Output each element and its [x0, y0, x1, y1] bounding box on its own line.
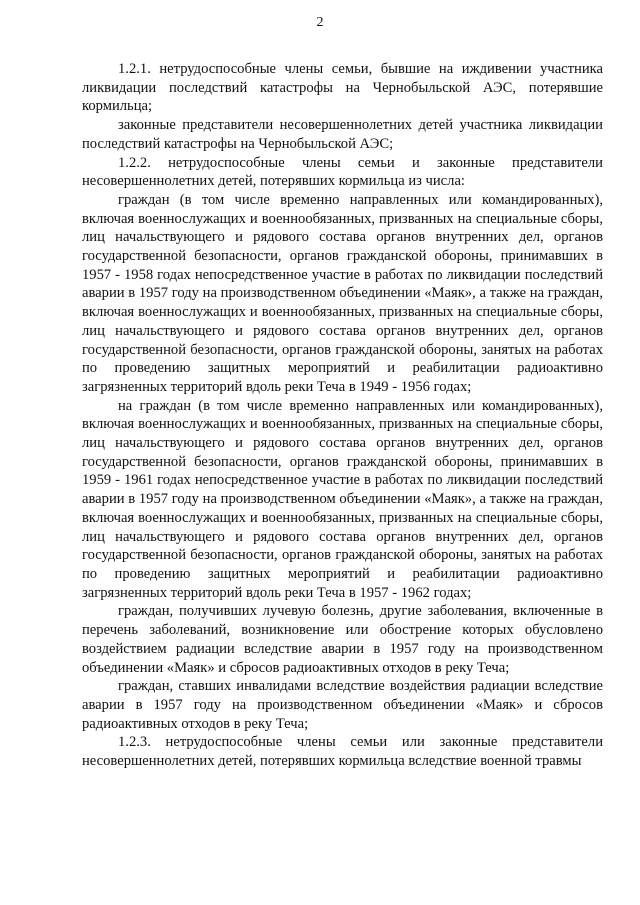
page-number: 2	[316, 15, 324, 30]
paragraph-1-2-1: 1.2.1. нетрудоспособные члены семьи, бывшие на иждивении участника ликвидации последствий катастрофы на Чернобыльской АЭС, потерявшие кормильца;	[82, 61, 603, 115]
document-body	[82, 60, 603, 771]
paragraph-disabled-radiation: граждан, ставших инвалидами вследствие воздействия радиации вследствие аварии в 1957 году на производственном объединении «Маяк» и сбросов радиоактивных отходов в реку Теча;	[82, 678, 603, 732]
paragraph-radiation-sickness: граждан, получивших лучевую болезнь, другие заболевания, включенные в перечень заболеваний, возникновение или обострение которых обусловлено воздействием радиации вследствие аварии в 1957 году на производственном объединении «Маяк» и сбросов радиоактивных отходов в реку Теча;	[82, 603, 603, 676]
paragraph-1-2-2: 1.2.2. нетрудоспособные члены семьи и законные представители несовершеннолетних детей, потерявших кормильца из числа:	[82, 154, 603, 190]
paragraph-1-2-3: 1.2.3. нетрудоспособные члены семьи или законные представители несовершеннолетних детей, потерявших кормильца вследствие военной травмы	[82, 734, 603, 770]
paragraph-mayak-1957-1958: граждан (в том числе временно направленных или командированных), включая военнослужащих и военнообязанных, призванных на специальные сборы, лиц начальствующего и рядового состава органов внутренних дел, органов государственной безопасности, органов гражданской обороны, принимавших в 1957 - 1958 годах непосредственное участие в работах по ликвидации последствий аварии в 1957 году на производственном объединении «Маяк», а также на граждан, включая военнослужащих и военнообязанных, призванных на специальные сборы, лиц начальствующего и рядового состава органов внутренних дел, органов государственной безопасности, органов гражданской обороны, занятых на работах по проведению защитных мероприятий и реабилитации радиоактивно загрязненных территорий вдоль реки Теча в 1949 - 1956 годах;	[82, 191, 603, 395]
paragraph-mayak-1959-1961: на граждан (в том числе временно направленных или командированных), включая военнослужащих и военнообязанных, призванных на специальные сборы, лиц начальствующего и рядового состава органов внутренних дел, органов государственной безопасности, органов гражданской обороны, принимавших в 1959 - 1961 годах непосредственное участие в работах по ликвидации последствий аварии в 1957 году на производственном объединении «Маяк», а также на граждан, включая военнослужащих и военнообязанных, призванных на специальные сборы, лиц начальствующего и рядового состава органов внутренних дел, органов государственной безопасности, органов гражданской обороны, занятых на работах по проведению защитных мероприятий и реабилитации радиоактивно загрязненных территорий вдоль реки Теча в 1957 - 1962 годах;	[82, 397, 603, 601]
paragraph-legal-representatives-chernobyl: законные представители несовершеннолетних детей участника ликвидации последствий катастрофы на Чернобыльской АЭС;	[82, 117, 603, 152]
